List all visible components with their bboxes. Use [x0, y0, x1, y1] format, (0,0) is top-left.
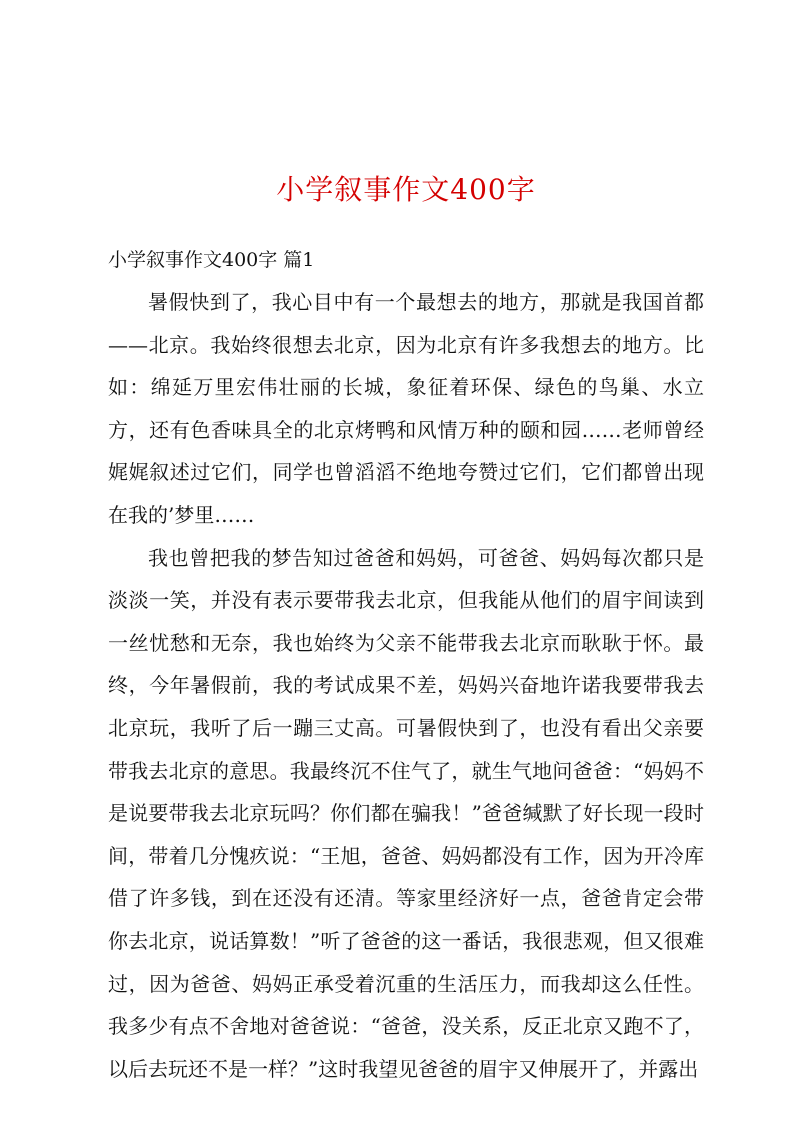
- paragraph-2: 我也曾把我的梦告知过爸爸和妈妈，可爸爸、妈妈每次都只是淡淡一笑，并没有表示要带我去北京，但我能从他们的眉宇间读到一丝忧愁和无奈，我也始终为父亲不能带我去北京而耿耿于怀。最终，今年暑假前，我的考试成果不差，妈妈兴奋地许诺我要带我去北京玩，我听了后一蹦三丈高。可暑假快到了，也没有看出父亲要带我去北京的意思。我最终沉不住气了，就生气地问爸爸：“妈妈不是说要带我去北京玩吗？你们都在骗我！”爸爸缄默了好长现一段时间，带着几分愧疚说：“王旭，爸爸、妈妈都没有工作，因为开冷库借了许多钱，到在还没有还清。等家里经济好一点，爸爸肯定会带你去北京，说话算数！”听了爸爸的这一番话，我很悲观，但又很难过，因为爸爸、妈妈正承受着沉重的生活压力，而我却这么任性。我多少有点不舍地对爸爸说：“爸爸，没关系，反正北京又跑不了，以后去玩还不是一样？”这时我望见爸爸的眉宇又伸展开了，并露出: [108, 545, 704, 1081]
- section-heading: 小学叙事作文400字 篇1: [108, 249, 315, 271]
- document-title: 小学叙事作文400字: [276, 173, 536, 206]
- paragraph-1: 暑假快到了，我心目中有一个最想去的地方，那就是我国首都——北京。我始终很想去北京，因为北京有许多我想去的地方。比如：绵延万里宏伟壮丽的长城，象征着环保、绿色的鸟巢、水立方，还有色香味具全的北京烤鸭和风情万种的颐和园……老师曾经娓娓叙述过它们，同学也曾滔滔不绝地夸赞过它们，它们都曾出现在我的’梦里……: [108, 290, 704, 527]
